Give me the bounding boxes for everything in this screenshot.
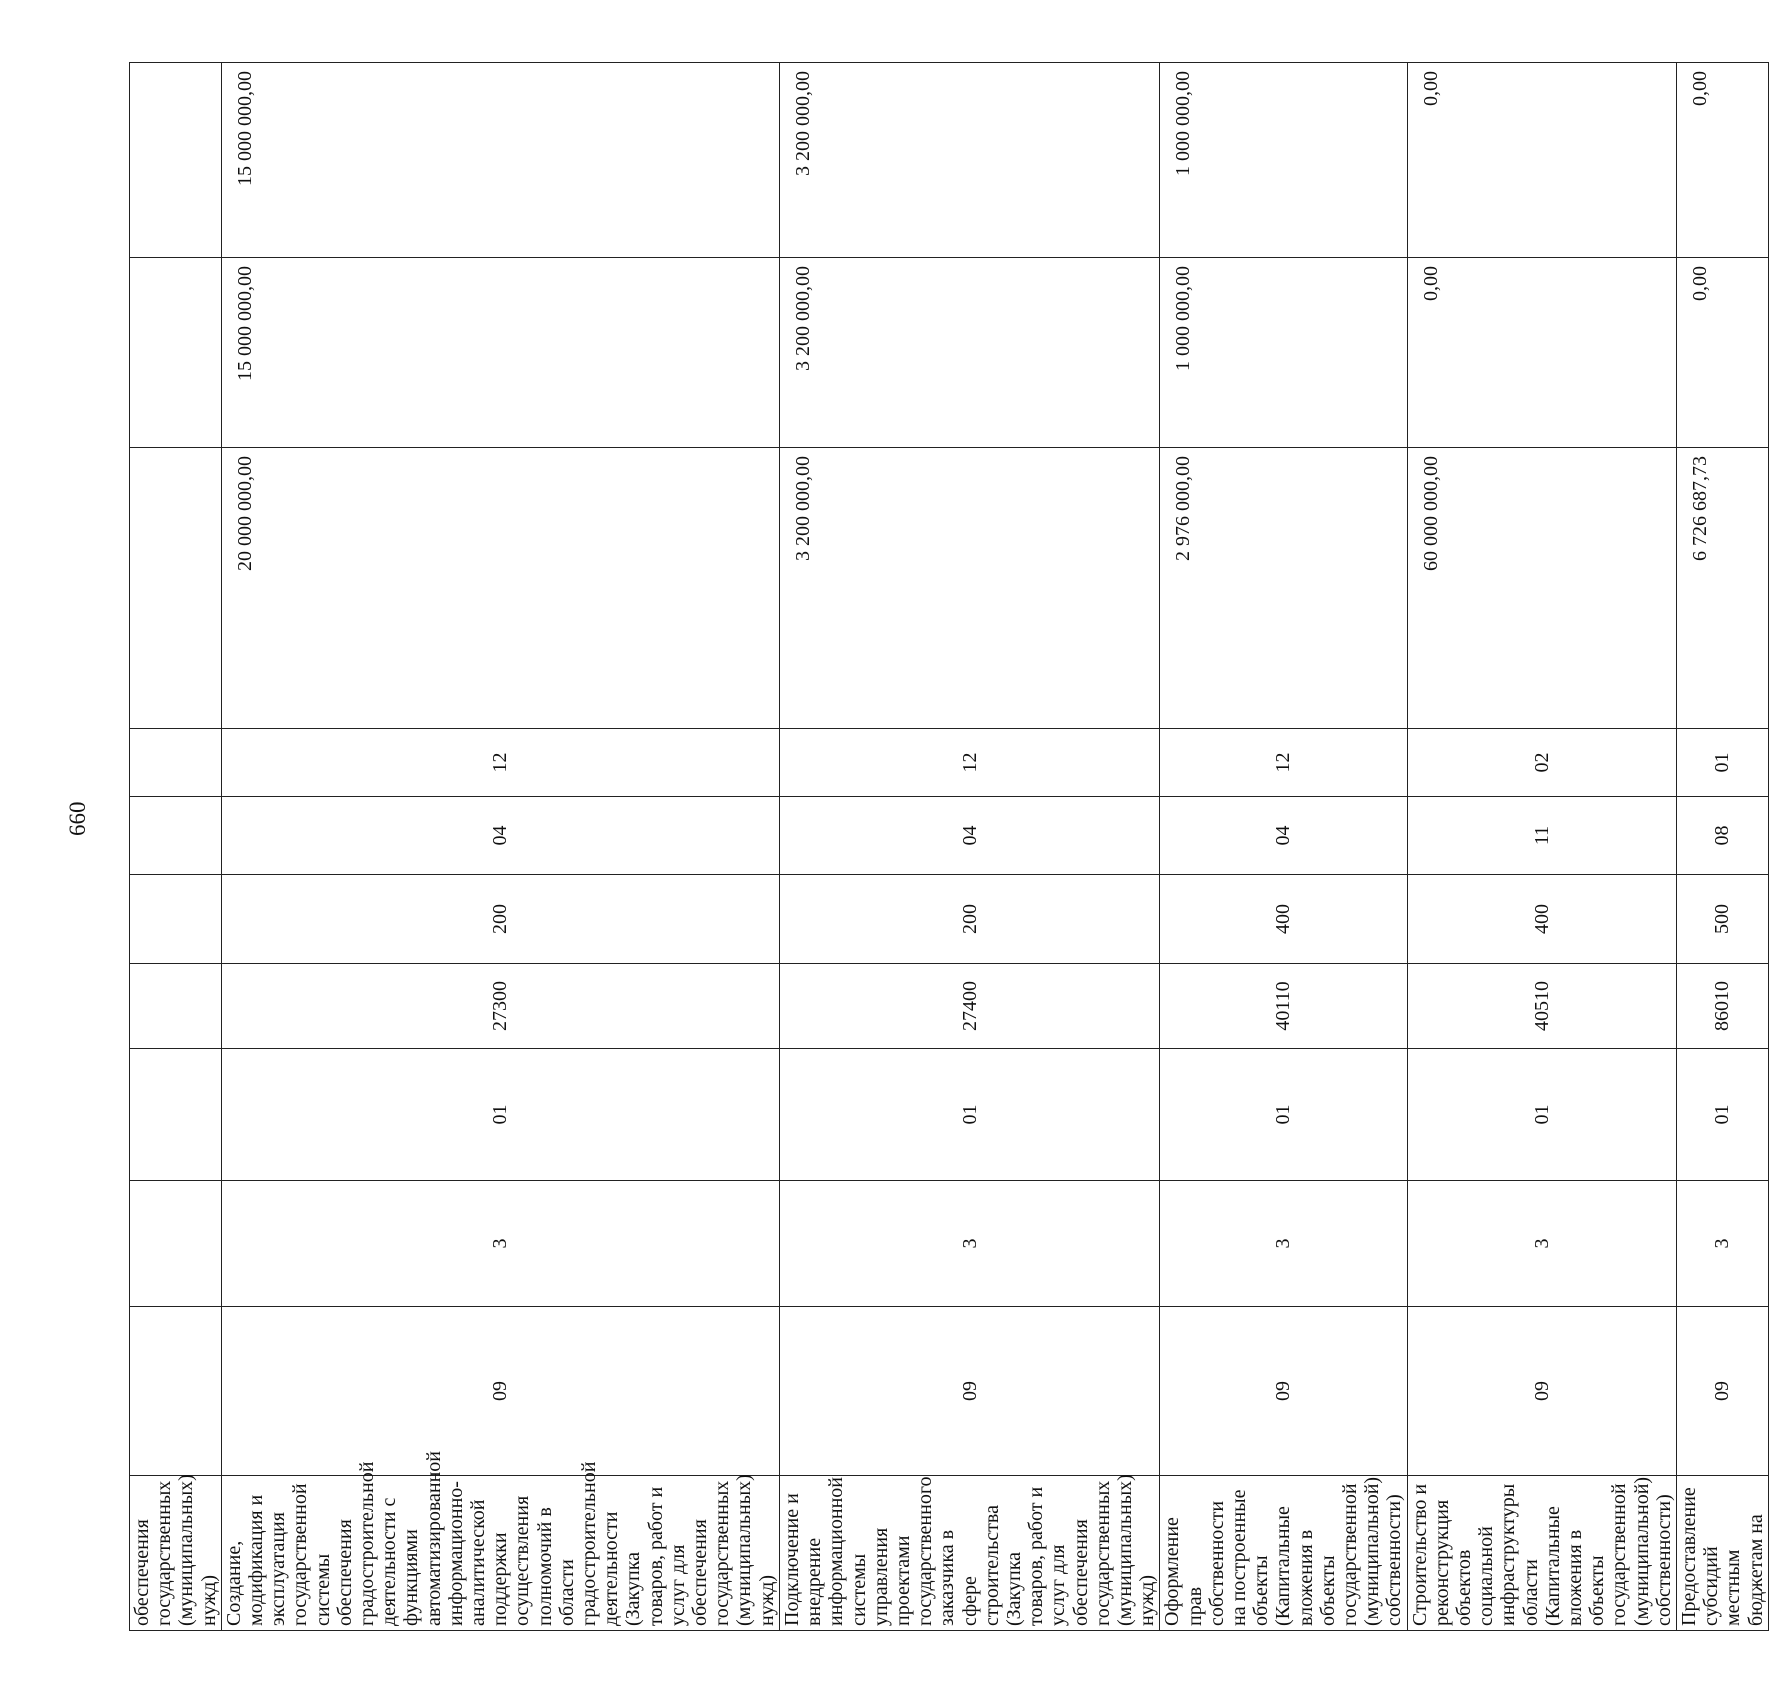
direction-code: 01: [1677, 1049, 1769, 1181]
expense-code: 27300: [221, 964, 779, 1049]
amount-year-2: 3 200 000,00: [779, 258, 1159, 448]
amount-year-3: 0,00: [1677, 63, 1769, 258]
program-code: 09: [1160, 1307, 1407, 1476]
expense-code: [130, 964, 222, 1049]
amount-year-2: 0,00: [1407, 258, 1676, 448]
amount-year-3: 0,00: [1407, 63, 1676, 258]
direction-code: [130, 1049, 222, 1181]
row-description: Строительство и реконструкция объектов социальной инфраструктуры области (Капитальные вложения в объекты государственной (муниципальной) собственности): [1407, 1476, 1676, 1631]
direction-code: 01: [221, 1049, 779, 1181]
subprogram-code: 3: [221, 1181, 779, 1307]
expense-type-code: 200: [221, 875, 779, 964]
table-row: [1160, 63, 1407, 1631]
row-description: Оформление прав собственности на построенные объекты (Капитальные вложения в объекты государственной (муниципальной) собственности): [1160, 1476, 1407, 1631]
subsection-code: 12: [1160, 729, 1407, 797]
direction-code: 01: [1407, 1049, 1676, 1181]
expense-type-code: 400: [1160, 875, 1407, 964]
expense-code: 86010: [1677, 964, 1769, 1049]
row-description: обеспечения государственных (муниципальных) нужд): [130, 1476, 222, 1631]
subprogram-code: 3: [779, 1181, 1159, 1307]
expense-type-code: 500: [1677, 875, 1769, 964]
subsection-code: 12: [779, 729, 1159, 797]
subsection-code: [130, 729, 222, 797]
program-code: 09: [1677, 1307, 1769, 1476]
expense-type-code: 400: [1407, 875, 1676, 964]
table-row: [779, 63, 1159, 1631]
amount-year-1: 60 000 000,00: [1407, 448, 1676, 729]
amount-year-3: [130, 63, 222, 258]
amount-year-2: [130, 258, 222, 448]
amount-year-2: 1 000 000,00: [1160, 258, 1407, 448]
program-code: 09: [221, 1307, 779, 1476]
table-row: [1407, 63, 1676, 1631]
program-code: [130, 1307, 222, 1476]
row-description: Подключение и внедрение информационной системы управления проектами государственного заказчика в сфере строительства (Закупка товаров, работ и услуг для обеспечения государственных (муниципальных) нужд): [779, 1476, 1159, 1631]
expense-code: 40510: [1407, 964, 1676, 1049]
subprogram-code: 3: [1160, 1181, 1407, 1307]
expense-type-code: 200: [779, 875, 1159, 964]
rotated-table-container: [129, 62, 1769, 1631]
amount-year-1: 3 200 000,00: [779, 448, 1159, 729]
section-code: 04: [1160, 797, 1407, 875]
table-row: [1677, 63, 1769, 1631]
program-code: 09: [779, 1307, 1159, 1476]
expense-code: 40110: [1160, 964, 1407, 1049]
amount-year-2: 0,00: [1677, 258, 1769, 448]
subprogram-code: [130, 1181, 222, 1307]
table-row: [221, 63, 779, 1631]
direction-code: 01: [779, 1049, 1159, 1181]
amount-year-1: 6 726 687,73: [1677, 448, 1769, 729]
section-code: 04: [779, 797, 1159, 875]
expense-code: 27400: [779, 964, 1159, 1049]
subsection-code: 02: [1407, 729, 1676, 797]
amount-year-3: 15 000 000,00: [221, 63, 779, 258]
amount-year-2: 15 000 000,00: [221, 258, 779, 448]
section-code: 04: [221, 797, 779, 875]
section-code: 08: [1677, 797, 1769, 875]
subsection-code: 01: [1677, 729, 1769, 797]
direction-code: 01: [1160, 1049, 1407, 1181]
row-description: Предоставление субсидий местным бюджетам на: [1677, 1476, 1769, 1631]
table-row: [130, 63, 222, 1631]
program-code: 09: [1407, 1307, 1676, 1476]
amount-year-1: 20 000 000,00: [221, 448, 779, 729]
amount-year-1: 2 976 000,00: [1160, 448, 1407, 729]
row-description: Создание, модификация и эксплуатация государственной системы обеспечения градостроительной деятельности с функциями автоматизированной информационно-аналитической поддержки осуществления полномочий в области градостроительной деятельности (Закупка товаров, работ и услуг для обеспечения государственных (муниципальных) нужд): [221, 1476, 779, 1631]
budget-table: [129, 62, 1769, 1631]
amount-year-1: [130, 448, 222, 729]
section-code: [130, 797, 222, 875]
amount-year-3: 3 200 000,00: [779, 63, 1159, 258]
amount-year-3: 1 000 000,00: [1160, 63, 1407, 258]
expense-type-code: [130, 875, 222, 964]
section-code: 11: [1407, 797, 1676, 875]
subsection-code: 12: [221, 729, 779, 797]
subprogram-code: 3: [1677, 1181, 1769, 1307]
page-number: 660: [65, 801, 90, 836]
subprogram-code: 3: [1407, 1181, 1676, 1307]
